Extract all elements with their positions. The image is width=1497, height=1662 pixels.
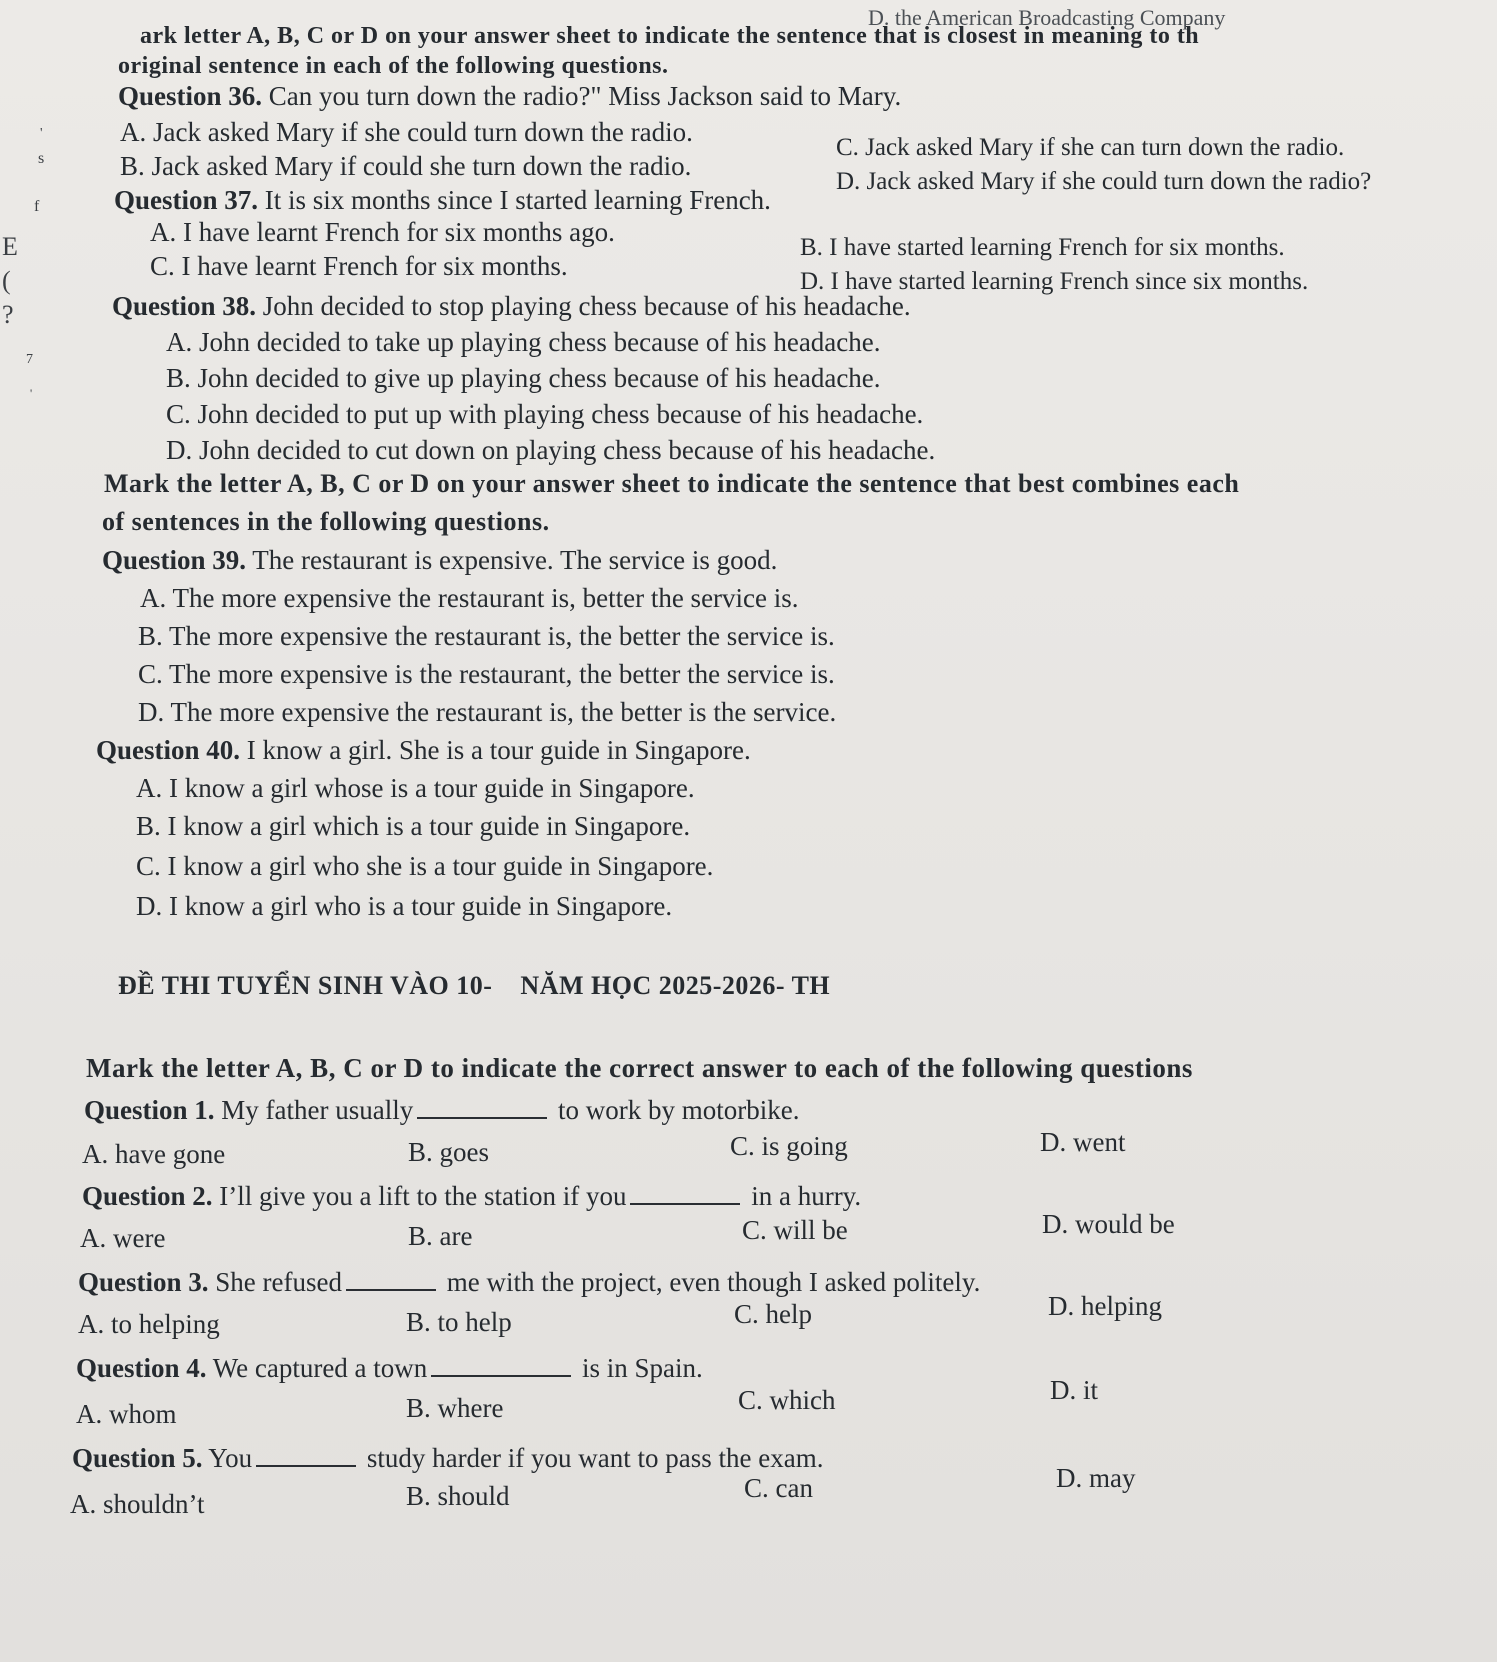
option-b: B. to help bbox=[406, 1307, 512, 1337]
exam-title: ĐỀ THI TUYỂN SINH VÀO 10- NĂM HỌC 2025-2026- TH bbox=[118, 971, 831, 1000]
option-c: C. which bbox=[738, 1385, 836, 1415]
option-b: B. should bbox=[406, 1481, 510, 1511]
option-c: C. John decided to put up with playing chess because of his headache. bbox=[166, 399, 924, 429]
option-a: A. Jack asked Mary if she could turn down the radio. bbox=[120, 117, 693, 147]
answer-blank bbox=[630, 1202, 740, 1205]
option-c: C. The more expensive is the restaurant, the better the service is. bbox=[138, 659, 835, 689]
question-label: Question 4. bbox=[76, 1353, 207, 1383]
section2-instruction: of sentences in the following questions. bbox=[102, 507, 550, 536]
option-d: D. I know a girl who is a tour guide in Singapore. bbox=[136, 891, 673, 921]
margin-mark: 7 bbox=[26, 352, 33, 367]
question-text-after: me with the project, even though I asked politely. bbox=[446, 1267, 981, 1297]
margin-mark: ? bbox=[2, 300, 14, 329]
option-a: A. to helping bbox=[78, 1309, 220, 1339]
question-label: Question 40. bbox=[96, 735, 241, 765]
question-36 bbox=[118, 80, 901, 112]
question-label: Question 1. bbox=[84, 1095, 215, 1125]
question-1 bbox=[84, 1094, 799, 1126]
answer-blank bbox=[417, 1116, 547, 1119]
top-fragment: D. the American Broadcasting Company bbox=[868, 5, 1226, 30]
margin-mark: E bbox=[2, 232, 18, 261]
question-label: Question 36. bbox=[118, 81, 263, 111]
option-b: B. where bbox=[406, 1393, 504, 1423]
question-text-before: My father usually bbox=[221, 1095, 414, 1125]
option-a: A. The more expensive the restaurant is, better the service is. bbox=[140, 583, 799, 613]
option-b: B. I know a girl which is a tour guide in Singapore. bbox=[136, 811, 691, 841]
question-label: Question 38. bbox=[112, 291, 257, 321]
question-39 bbox=[102, 544, 777, 576]
question-37 bbox=[114, 184, 771, 216]
question-text-after: is in Spain. bbox=[582, 1353, 703, 1383]
option-a: A. John decided to take up playing chess because of his headache. bbox=[166, 327, 881, 357]
option-a: A. shouldn’t bbox=[70, 1489, 205, 1519]
option-d: D. went bbox=[1040, 1127, 1126, 1157]
option-c: C. I have learnt French for six months. bbox=[150, 251, 568, 281]
option-d: D. may bbox=[1056, 1463, 1136, 1493]
option-d: D. I have started learning French since six months. bbox=[800, 268, 1309, 295]
option-d: D. would be bbox=[1042, 1209, 1175, 1239]
question-text: The restaurant is expensive. The service is good. bbox=[252, 545, 778, 575]
question-label: Question 5. bbox=[72, 1443, 203, 1473]
question-text: Can you turn down the radio?" Miss Jackson said to Mary. bbox=[268, 81, 902, 111]
option-c: C. will be bbox=[742, 1215, 848, 1245]
answer-blank bbox=[256, 1464, 356, 1467]
option-a: A. were bbox=[80, 1223, 166, 1253]
margin-mark: f bbox=[34, 198, 40, 215]
section1-instruction: original sentence in each of the following questions. bbox=[118, 53, 669, 79]
option-c: C. help bbox=[734, 1299, 812, 1329]
question-5 bbox=[72, 1442, 823, 1474]
section2-instruction: Mark the letter A, B, C or D on your answer sheet to indicate the sentence that best combines each bbox=[104, 469, 1240, 498]
option-c: C. is going bbox=[730, 1131, 848, 1161]
question-4 bbox=[76, 1352, 703, 1384]
answer-blank bbox=[431, 1374, 571, 1377]
question-label: Question 39. bbox=[102, 545, 247, 575]
question-2 bbox=[82, 1180, 861, 1212]
answer-blank bbox=[346, 1288, 436, 1291]
question-3 bbox=[78, 1266, 980, 1298]
margin-mark: ' bbox=[30, 386, 33, 400]
question-text-before: She refused bbox=[215, 1267, 342, 1297]
option-b: B. are bbox=[408, 1221, 473, 1251]
margin-mark: ' bbox=[40, 126, 43, 141]
option-d: D. helping bbox=[1048, 1291, 1162, 1321]
margin-mark: ( bbox=[2, 266, 11, 295]
option-c: C. Jack asked Mary if she can turn down the radio. bbox=[836, 134, 1345, 161]
option-b: B. The more expensive the restaurant is, the better the service is. bbox=[138, 621, 835, 651]
option-a: A. I have learnt French for six months ago. bbox=[150, 217, 615, 247]
option-d: D. Jack asked Mary if she could turn down the radio? bbox=[836, 168, 1372, 195]
option-c: C. can bbox=[744, 1473, 813, 1503]
option-b: B. goes bbox=[408, 1137, 489, 1167]
option-d: D. The more expensive the restaurant is, the better is the service. bbox=[138, 697, 837, 727]
question-text-before: We captured a town bbox=[212, 1353, 428, 1383]
section3-instruction: Mark the letter A, B, C or D to indicate the correct answer to each of the following questions bbox=[86, 1053, 1193, 1083]
question-label: Question 2. bbox=[82, 1181, 213, 1211]
question-label: Question 37. bbox=[114, 185, 259, 215]
option-d: D. it bbox=[1050, 1375, 1099, 1405]
question-40 bbox=[96, 734, 751, 766]
question-text-after: study harder if you want to pass the exam. bbox=[366, 1443, 824, 1473]
question-text: It is six months since I started learning French. bbox=[264, 185, 771, 215]
question-38 bbox=[112, 290, 911, 322]
option-b: B. Jack asked Mary if could she turn down the radio. bbox=[120, 151, 692, 181]
option-a: A. have gone bbox=[82, 1139, 226, 1169]
option-a: A. I know a girl whose is a tour guide in Singapore. bbox=[136, 773, 695, 803]
section1-instruction: ark letter A, B, C or D on your answer sheet to indicate the sentence that is closest in meaning to th bbox=[140, 23, 1200, 49]
option-a: A. whom bbox=[76, 1399, 177, 1429]
option-b: B. I have started learning French for six months. bbox=[800, 234, 1285, 261]
question-label: Question 3. bbox=[78, 1267, 209, 1297]
question-text: John decided to stop playing chess because of his headache. bbox=[262, 291, 911, 321]
question-text-before: You bbox=[208, 1443, 253, 1473]
margin-mark: s bbox=[38, 150, 45, 167]
question-text-after: to work by motorbike. bbox=[557, 1095, 800, 1125]
question-text: I know a girl. She is a tour guide in Singapore. bbox=[246, 735, 751, 765]
question-text-after: in a hurry. bbox=[751, 1181, 862, 1211]
option-d: D. John decided to cut down on playing chess because of his headache. bbox=[166, 435, 936, 465]
question-text-before: I’ll give you a lift to the station if you bbox=[219, 1181, 627, 1211]
option-c: C. I know a girl who she is a tour guide in Singapore. bbox=[136, 851, 714, 881]
option-b: B. John decided to give up playing chess because of his headache. bbox=[166, 363, 881, 393]
